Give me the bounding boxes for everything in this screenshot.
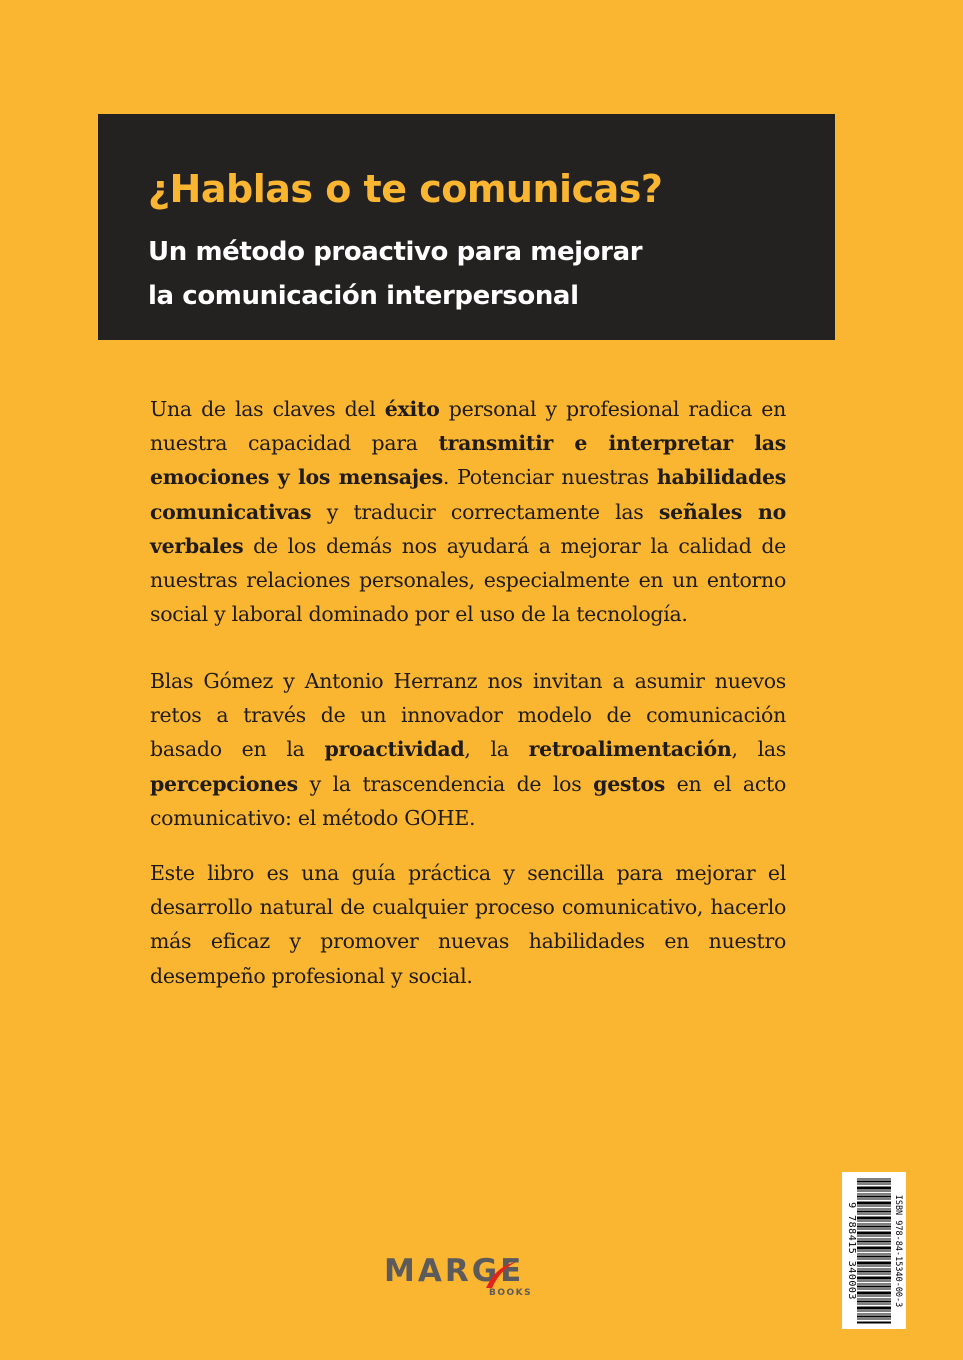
logo-wordmark: MARGE [384,1253,525,1289]
emphasis-text: éxito [384,397,440,421]
body-text-run: . Potenciar nuestras [442,465,657,490]
emphasis-text: percepciones [150,771,298,796]
body-text-run: , las [731,737,786,762]
emphasis-text: proactividad [324,737,465,762]
blurb-paragraph-1 [150,392,786,631]
barcode-bars [857,1178,891,1323]
barcode-digits: 9 788415 340003 [846,1201,857,1300]
body-text-run: Este libro es una guía práctica y sencilla para mejorar el desarrollo natural de cualquier proceso comunicativo, hacerlo más eficaz y promover nuevas habilidades en nuestro desempeño profesional y social. [150,861,786,988]
isbn-label: ISBN 978-84-15340-00-3 [893,1194,903,1307]
book-subtitle [148,230,642,318]
title-box [98,114,835,340]
body-text-run: y la trascendencia de los [297,771,594,796]
logo-swoosh-icon [484,1258,518,1292]
body-text-run: , la [464,737,529,762]
subtitle-line-1: Un método proactivo para mejorar [148,237,643,267]
emphasis-text: transmitir e interpretar las emociones y los mensajes [150,431,787,490]
subtitle-line-2: la comunicación interpersonal [148,281,579,311]
book-title: ¿Hablas o te comunicas? [148,167,663,211]
emphasis-text: retroalimentación [528,737,732,762]
logo-subtext: BOOKS [489,1288,533,1298]
emphasis-text: gestos [593,771,665,796]
body-text-run: personal y profesional radica en nuestra capacidad para [150,397,786,456]
blurb-paragraph-3 [150,856,786,993]
body-text-run: en el acto comunicativo: el método GOHE. [150,771,786,830]
barcode-content [845,1174,903,1327]
emphasis-text: señales no verbales [150,499,786,558]
publisher-logo [384,1253,564,1306]
blurb-paragraph-2 [150,664,786,835]
emphasis-text: habilidades comunicativas [150,465,786,524]
body-text-run: Una de las claves del [150,397,385,421]
isbn-barcode [842,1172,906,1329]
body-text-run: Blas Gómez y Antonio Herranz nos invitan a asumir nuevos retos a través de un innovador modelo de comunicación basado en la [150,669,786,762]
body-text-run: de los demás nos ayudará a mejorar la calidad de nuestras relaciones personales, especialmente en un entorno social y laboral dominado por el uso de la tecnología. [150,533,786,627]
body-text-run: y traducir correctamente las [311,499,659,524]
